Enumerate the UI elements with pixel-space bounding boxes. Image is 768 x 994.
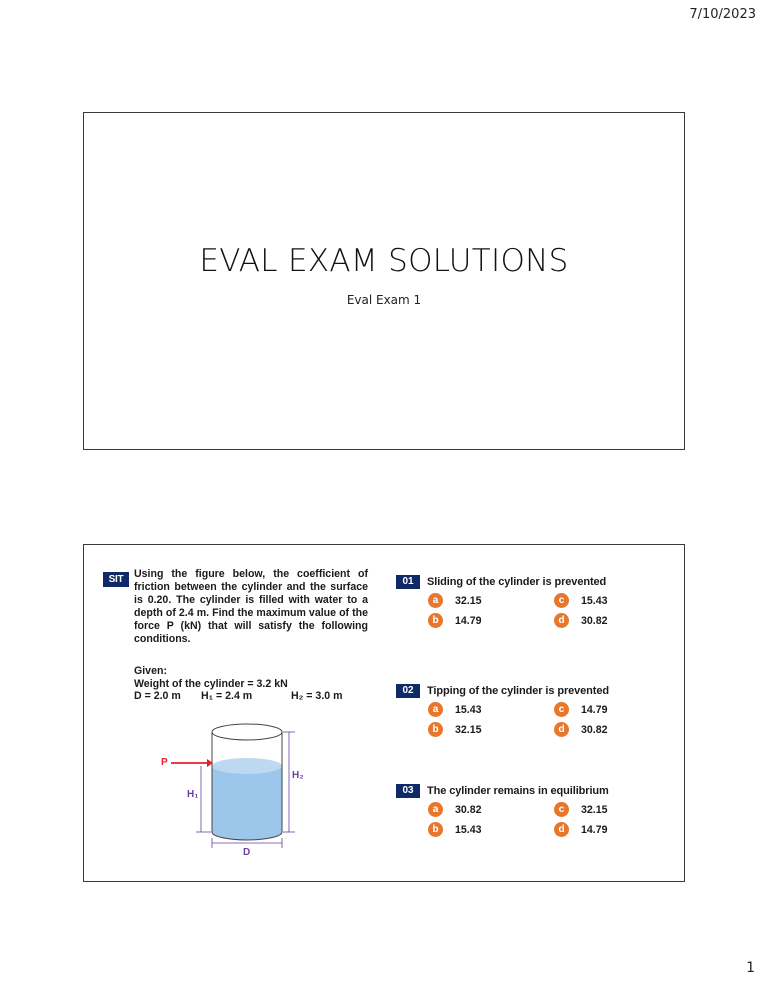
option-a [428,592,482,609]
option-value: 32.15 [581,803,608,816]
option-value: 32.15 [455,723,482,736]
slide-subtitle: Eval Exam 1 [346,293,422,307]
option-d [554,612,608,629]
answer-options [396,701,666,741]
answer-options [396,592,666,632]
option-bullet-icon: c [554,702,569,717]
slide-title: EVAL EXAM SOLUTIONS [199,243,569,279]
option-bullet-icon: a [428,802,443,817]
option-bullet-icon: a [428,702,443,717]
option-d [554,821,608,838]
option-bullet-icon: d [554,722,569,737]
option-value: 14.79 [455,614,482,627]
question-number-badge: 02 [396,684,420,698]
diameter-label: D [243,847,251,858]
option-bullet-icon: c [554,593,569,608]
option-b [428,821,482,838]
option-a [428,701,482,718]
question-number-badge: 03 [396,784,420,798]
given-dimensions [134,690,379,703]
option-bullet-icon: b [428,822,443,837]
option-bullet-icon: b [428,722,443,737]
option-value: 30.82 [455,803,482,816]
option-value: 15.43 [455,703,482,716]
question-number-badge: 01 [396,575,420,589]
answer-options [396,801,666,841]
cylinder-diagram-icon [139,721,329,866]
option-bullet-icon: d [554,613,569,628]
h1-label: H₁ [187,789,199,800]
option-c [554,801,608,818]
force-p-label: P [161,757,168,768]
question-text: The cylinder remains in equilibrium [427,784,609,797]
option-c [554,701,608,718]
h2-label: H₂ [292,770,304,781]
problem-slide [83,544,685,882]
option-value: 15.43 [455,823,482,836]
option-bullet-icon: b [428,613,443,628]
option-value: 14.79 [581,703,608,716]
option-c [554,592,608,609]
problem-statement: Using the figure below, the coefficient of friction between the cylinder and the surface is 0.20. The cylinder is filled with water to a depth of 2.4 m. Find the maximum value of the force P (kN) that will satisfy the following conditions. [134,568,368,645]
page-number: 1 [746,960,755,976]
option-bullet-icon: a [428,593,443,608]
given-h1: H₁ = 2.4 m [201,690,253,702]
question-02 [396,683,666,741]
option-b [428,612,482,629]
question-text: Tipping of the cylinder is prevented [427,684,610,697]
option-value: 30.82 [581,723,608,736]
given-block [134,665,379,703]
option-value: 15.43 [581,594,608,607]
given-weight: Weight of the cylinder = 3.2 kN [134,677,288,690]
option-value: 14.79 [581,823,608,836]
given-h2: H₂ = 3.0 m [291,690,343,702]
option-a [428,801,482,818]
title-slide [83,112,685,450]
option-bullet-icon: d [554,822,569,837]
question-01 [396,574,666,632]
question-03 [396,783,666,841]
given-diameter: D = 2.0 m [134,690,181,702]
page-date: 7/10/2023 [689,7,756,22]
option-b [428,721,482,738]
option-d [554,721,608,738]
question-text: Sliding of the cylinder is prevented [427,575,607,588]
option-value: 30.82 [581,614,608,627]
cylinder-figure [139,721,329,866]
option-value: 32.15 [455,594,482,607]
given-heading: Given: [134,665,167,677]
sit-badge: SIT [103,572,129,587]
option-bullet-icon: c [554,802,569,817]
